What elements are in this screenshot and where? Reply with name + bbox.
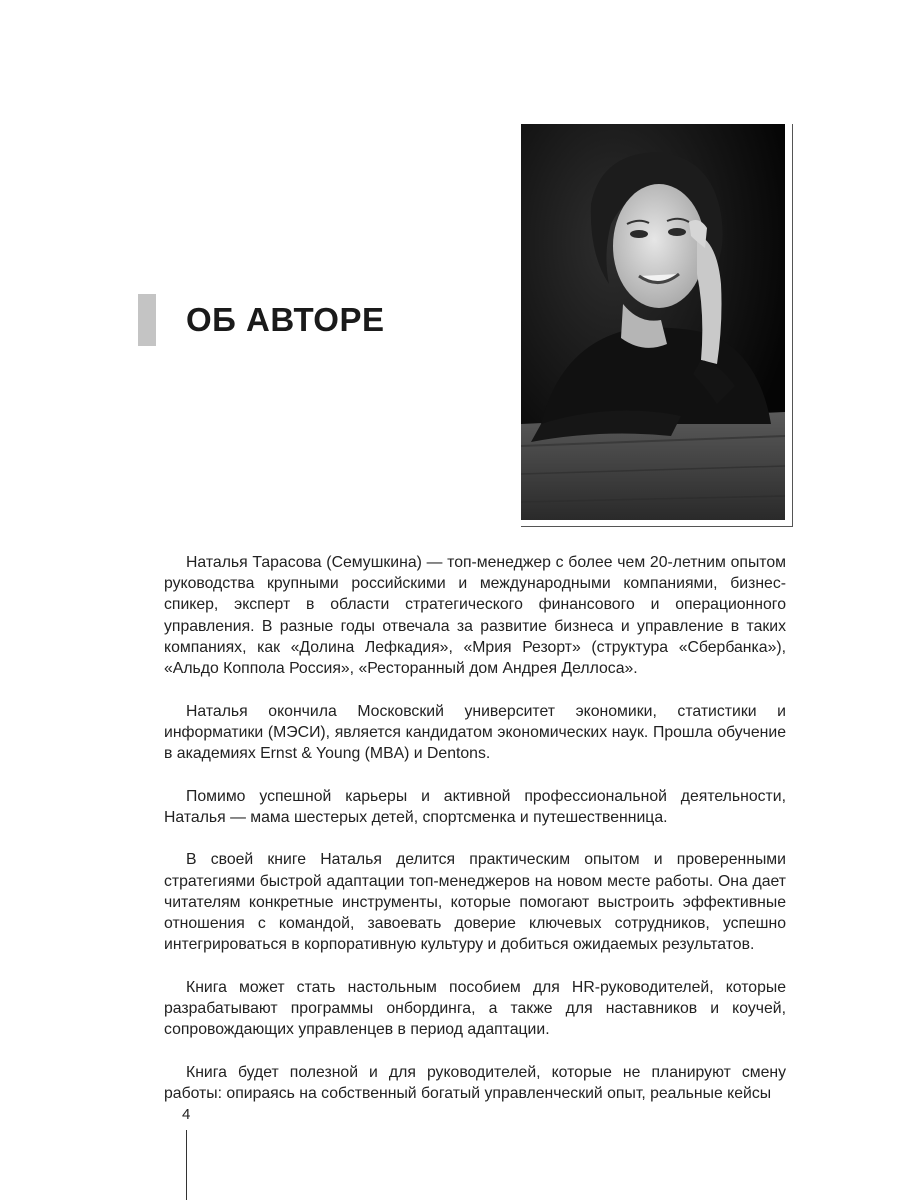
paragraph-3: Помимо успешной карьеры и активной профессиональной деятельности, Наталья — мама шестерых детей, спортсменка и путешественница.	[164, 787, 786, 826]
page-number: 4	[182, 1106, 191, 1123]
paragraph-4: В своей книге Наталья делится практическим опытом и проверенными стратегиями быстрой адаптации топ-менеджеров на новом месте работы. Она дает читателям конкретные инструменты, которые помогают выстроить эффективные отношения с командой, завоевать доверие ключевых сотрудников, успешно интегрироваться в корпоративную культуру и добиться ожидаемых результатов.	[164, 851, 786, 954]
article-body	[164, 552, 786, 1104]
author-photo	[521, 124, 785, 520]
paragraph-6: Книга будет полезной и для руководителей, которые не планируют смену работы: опираясь на собственный богатый управленческий опыт, реальные кейсы	[164, 1063, 786, 1103]
paragraph-2: Наталья окончила Московский университет экономики, статистики и информатики (МЭСИ), является кандидатом экономических наук. Прошла обучение в академиях Ernst & Young (MBA) и Dentons.	[164, 702, 786, 763]
paragraph-1: Наталья Тарасова (Семушкина) — топ-менеджер с более чем 20-летним опытом руководства крупными российскими и международными компаниями, бизнес-спикер, эксперт в области стратегического финансового и операционного управления. В разные годы отвечала за развитие бизнеса и управление в таких компаниях, как «Долина Лефкадия», «Мрия Резорт» (структура «Сбербанка»), «Альдо Коппола Россия», «Ресторанный дом Андрея Деллоса».	[164, 554, 786, 678]
folio-rule	[186, 1130, 187, 1200]
heading-accent-bar	[138, 294, 156, 346]
paragraph-5: Книга может стать настольным пособием для HR-руководителей, которые разрабатывают программы онбординга, а также для наставников и коучей, сопровождающих управленцев в период адаптации.	[164, 978, 786, 1039]
page-title: ОБ АВТОРЕ	[186, 301, 385, 338]
